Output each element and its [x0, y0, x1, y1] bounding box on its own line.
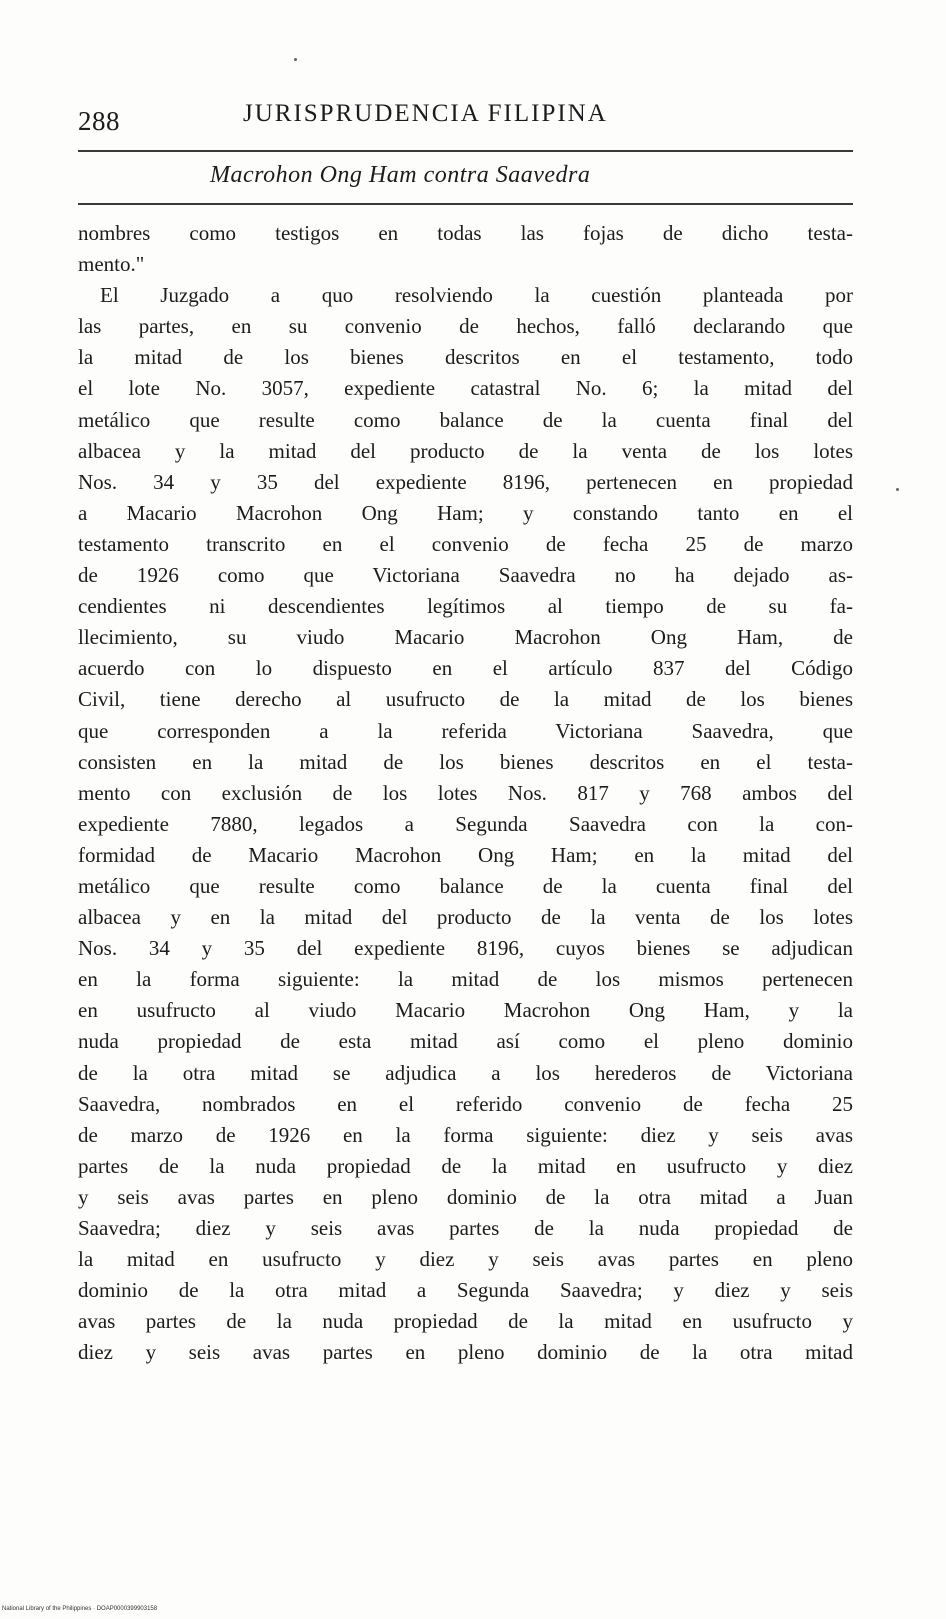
body-text — [78, 218, 853, 1368]
text-line: metálico que resulte como balance de la cuenta final del — [78, 873, 853, 898]
text-line: y seis avas partes en pleno dominio de la otra mitad a Juan — [78, 1184, 853, 1209]
text-line: nombres como testigos en todas las fojas de dicho testa- — [78, 221, 853, 245]
text-line: mento con exclusión de los lotes Nos. 817 y 768 ambos del — [78, 780, 853, 805]
text-line: Civil, tiene derecho al usufructo de la mitad de los bienes — [78, 687, 853, 712]
text-line: expediente 7880, legados a Segunda Saavedra con la con- — [78, 811, 853, 836]
text-line: llecimiento, su viudo Macario Macrohon Ong Ham, de — [78, 625, 853, 650]
case-title: Macrohon Ong Ham contra Saavedra — [210, 162, 591, 188]
text-line: albacea y la mitad del producto de la venta de los lotes — [78, 438, 853, 463]
text-line: Nos. 34 y 35 del expediente 8196, cuyos bienes se adjudican — [78, 936, 853, 961]
text-line: de marzo de 1926 en la forma siguiente: diez y seis avas — [78, 1122, 853, 1147]
footer-note: National Library of the Philippines · DOAP0000399903158 — [2, 1606, 158, 1612]
text-line: mento." — [78, 252, 145, 277]
text-line: diez y seis avas partes en pleno dominio de la otra mitad — [78, 1340, 853, 1365]
text-line: formidad de Macario Macrohon Ong Ham; en la mitad del — [78, 842, 853, 867]
text-line: partes de la nuda propiedad de la mitad en usufructo y diez — [78, 1153, 853, 1178]
text-line: acuerdo con lo dispuesto en el artículo 837 del Código — [78, 656, 853, 681]
text-line: Saavedra, nombrados en el referido convenio de fecha 25 — [78, 1091, 853, 1116]
text-line: nuda propiedad de esta mitad así como el pleno dominio — [78, 1029, 853, 1054]
text-line: dominio de la otra mitad a Segunda Saavedra; y diez y seis — [78, 1278, 853, 1303]
text-line: Saavedra; diez y seis avas partes de la nuda propiedad de — [78, 1216, 853, 1240]
text-line: de la otra mitad se adjudica a los herederos de Victoriana — [78, 1060, 853, 1085]
text-line: la mitad en usufructo y diez y seis avas partes en pleno — [78, 1247, 853, 1272]
text-line: en usufructo al viudo Macario Macrohon Ong Ham, y la — [78, 998, 853, 1023]
text-line: las partes, en su convenio de hechos, falló declarando que — [78, 314, 853, 339]
scan-speck — [294, 58, 297, 61]
header-rule-top — [78, 150, 853, 152]
text-line: en la forma siguiente: la mitad de los mismos pertenecen — [78, 967, 853, 992]
text-line: que corresponden a la referida Victoriana Saavedra, que — [78, 718, 853, 743]
page-number: 288 — [78, 106, 120, 136]
page-header — [78, 100, 858, 140]
text-line: a Macario Macrohon Ong Ham; y constando tanto en el — [78, 500, 853, 525]
text-line: la mitad de los bienes descritos en el testamento, todo — [78, 345, 853, 370]
text-line: metálico que resulte como balance de la cuenta final del — [78, 407, 853, 432]
paragraph-start-line: El Juzgado a quo resolviendo la cuestión planteada por — [100, 283, 853, 308]
text-line: de 1926 como que Victoriana Saavedra no ha dejado as- — [78, 563, 853, 588]
text-line: Nos. 34 y 35 del expediente 8196, pertenecen en propiedad — [78, 469, 853, 494]
text-line: consisten en la mitad de los bienes descritos en el testa- — [78, 749, 853, 774]
text-line: testamento transcrito en el convenio de fecha 25 de marzo — [78, 531, 853, 556]
scan-speck — [896, 488, 899, 491]
text-line: albacea y en la mitad del producto de la venta de los lotes — [78, 905, 853, 930]
text-line: cendientes ni descendientes legítimos al tiempo de su fa- — [78, 594, 853, 619]
text-line: el lote No. 3057, expediente catastral No. 6; la mitad del — [78, 376, 853, 401]
journal-title: JURISPRUDENCIA FILIPINA — [243, 100, 608, 127]
text-line: avas partes de la nuda propiedad de la mitad en usufructo y — [78, 1309, 853, 1334]
header-rule-bottom — [78, 203, 853, 205]
